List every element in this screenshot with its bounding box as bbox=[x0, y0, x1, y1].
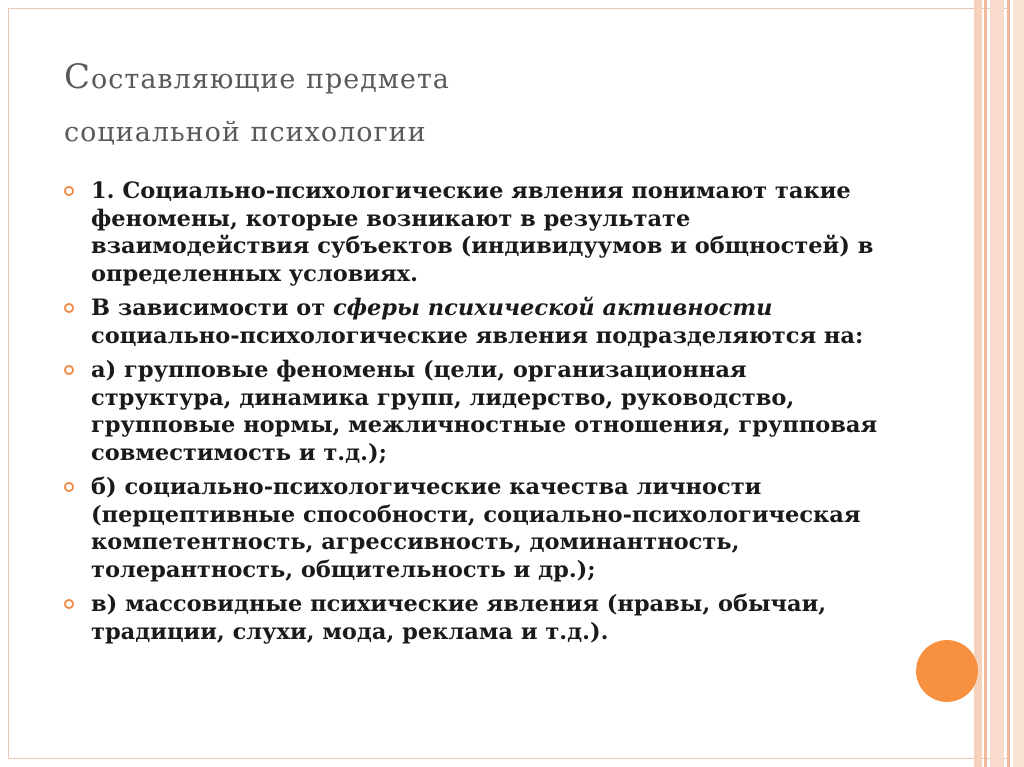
bullet-text-italic: сферы психической активности bbox=[333, 295, 773, 321]
bullet-text-before: В зависимости от bbox=[91, 295, 333, 321]
bullet-icon bbox=[64, 482, 74, 492]
bullet-text: а) групповые феномены (цели, организационная структура, динамика групп, лидерство, руководство, групповые нормы, межличностные отношения, групповая совместимость и т.д.); bbox=[91, 357, 878, 466]
bullet-text: 1. Социально-психологические явления понимают такие феномены, которые возникают в результате взаимодействия субъектов (индивидуумов и общностей) в определенных условиях. bbox=[91, 178, 874, 287]
bullet-text-after: социально-психологические явления подразделяются на: bbox=[91, 322, 864, 349]
stripe bbox=[974, 0, 982, 767]
list-item bbox=[64, 178, 894, 288]
bullet-text: б) социально-психологические качества личности (перцептивные способности, социально-психологическая компетентность, агрессивность, доминантность, толерантность, общительность и др.); bbox=[91, 474, 861, 583]
stripe bbox=[990, 0, 1004, 767]
list-item bbox=[64, 357, 894, 467]
bullet-text: в) массовидные психические явления (нравы, обычаи, традиции, слухи, мода, реклама и т.д.). bbox=[91, 591, 827, 645]
bullet-list bbox=[64, 178, 894, 653]
list-item bbox=[64, 591, 894, 646]
slide-title bbox=[64, 52, 884, 158]
decorative-circle bbox=[916, 640, 978, 702]
bullet-icon bbox=[64, 303, 74, 313]
title-initial: С bbox=[64, 57, 92, 97]
bullet-icon bbox=[64, 599, 74, 609]
bullet-icon bbox=[64, 186, 74, 196]
title-line-2: социальной психологии bbox=[64, 117, 427, 148]
title-line-1: оставляющие предмета bbox=[91, 64, 450, 95]
stripe bbox=[1007, 0, 1010, 767]
stripe bbox=[984, 0, 987, 767]
list-item bbox=[64, 474, 894, 584]
stripe bbox=[1013, 0, 1024, 767]
list-item bbox=[64, 295, 894, 350]
bullet-icon bbox=[64, 365, 74, 375]
decorative-stripes bbox=[974, 0, 1024, 767]
